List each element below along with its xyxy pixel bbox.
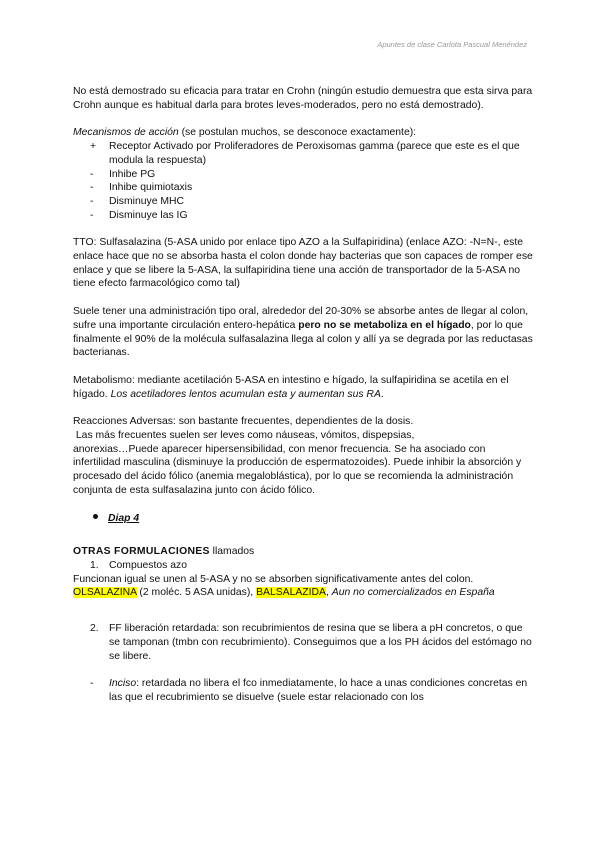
other-formulations-title: OTRAS FORMULACIONES [73,546,210,558]
list-item [73,195,533,209]
list-item [73,209,533,223]
list-marker: - [90,209,94,221]
list-item [73,181,533,195]
list-item [73,140,533,167]
treatment-paragraph: TTO: Sulfasalazina (5-ASA unido por enlace tipo AZO a la Sulfapiridina) (enlace AZO: -N=N-, este enlace hace que no se absorba hasta el colon donde hay bacterias que son capaces de romper ese enlace y que se libere la 5-ASA, la sulfapiridina tiene una acción de transportador de la 5-ASA no tiene efecto farmacológico como tal) [73,237,533,290]
azo-mid-text: (2 moléc. 5 ASA unidas), [136,587,257,599]
mechanisms-heading [73,126,533,140]
list-item-text: Compuestos azo [109,559,187,571]
azo-line: Funcionan igual se unen al 5-ASA y no se absorben significativamente antes del colon. [73,573,474,585]
other-formulations-heading [73,545,533,559]
list-item-text: Disminuye las IG [109,209,188,221]
inciso-text: : retardada no libera el fco inmediatamente, lo hace a unas condiciones concretas en las que el recubrimiento se disuelve (suele estar relacionado con los [109,678,528,703]
admin-text-a: Suele tener una administración tipo oral, alrededor del 20-30% se absorbe antes de llegar al colon, sufre una importante circulación entero-hepática [73,306,529,331]
adverse-reactions-paragraph [73,415,533,497]
list-item-text: Inhibe PG [109,168,156,180]
formulations-list-2 [73,622,533,663]
admin-bold-text: pero no se metaboliza en el hígado [298,319,471,331]
formulations-list-1 [73,559,533,573]
adverse-line-2: Las más frecuentes suelen ser leves como náuseas, vómitos, dispepsias, [73,430,415,442]
list-number: 2. [90,623,99,635]
metab-text-b: . [380,388,384,400]
inciso-label: Inciso [109,678,137,690]
list-marker: - [90,168,94,180]
inciso-list [73,677,533,704]
adverse-line-3: anorexias…Puede aparecer hipersensibilidad, con menor frecuencia. Se ha asociado con infertilidad masculina (disminuye la producción de espermatozoides). Puede inhibir la absorción y procesado del ácido fólico (anemia megaloblástica), por lo que se recomienda la administración conjunta de esta sulfasalazina junto con ácido fólico. [73,443,522,496]
document-body [73,85,533,705]
list-item [73,559,533,573]
list-number: 1. [90,559,99,571]
mechanisms-list [73,140,533,222]
azo-italic-note: Aun no comercializados en España [331,587,495,599]
list-item-text: Disminuye MHC [109,195,185,207]
azo-comma: , [325,587,332,599]
admin-text-b: , por lo que finalmente el 90% de la molécula sulfasalazina llega al colon y allí ya se degrada por las reductasas bacterianas. [73,319,533,359]
balsalazida-highlight: BALSALAZIDA [256,587,326,599]
adverse-line-1: Reacciones Adversas: son bastante frecuentes, dependientes de la dosis. [73,416,414,428]
olsalazina-highlight: OLSALAZINA [73,587,137,599]
list-item-text: Receptor Activado por Proliferadores de Peroxisomas gamma (parece que este es el que modula la respuesta) [109,141,520,166]
metabolism-paragraph [73,374,533,401]
list-item [73,168,533,182]
page-header: Apuntes de clase Carlota Pascual Menéndez [377,40,527,49]
list-item-text: FF liberación retardada: son recubrimientos de resina que se libera a pH concretos, o que se tamponan (tmbn con recubrimiento). Conseguimos que a los PH ácidos del estómago no se libere. [109,623,532,662]
mechanisms-title: Mecanismos de acción [73,127,179,139]
mechanisms-subtitle: (se postulan muchos, se desconoce exactamente): [178,127,417,139]
crohn-paragraph: No está demostrado su eficacia para tratar en Crohn (ningún estudio demuestra que esta sirva para Crohn aunque es habitual darla para brotes leves-moderados, pero no está demostrado). [73,86,533,111]
list-marker: - [90,195,94,207]
metab-italic-text: Los acetiladores lentos acumulan esta y aumentan sus RA [110,388,381,400]
list-marker: - [90,678,94,690]
metab-text-a: Metabolismo: mediante acetilación 5-ASA en intestino e hígado, la sulfapiridina se acetila en el hígado. [73,374,509,400]
other-formulations-rest: llamados [209,546,255,558]
list-item [73,677,533,704]
list-marker: - [90,182,94,194]
bullet-dot-icon [93,514,98,519]
list-item-text: Inhibe quimiotaxis [109,182,193,194]
list-marker: + [90,141,97,153]
diap-bullet [73,512,533,526]
administration-paragraph [73,305,533,360]
azo-compounds-paragraph [73,573,533,600]
mechanisms-section [73,126,533,222]
list-item [73,622,533,663]
diap-label: Diap 4 [108,512,140,524]
